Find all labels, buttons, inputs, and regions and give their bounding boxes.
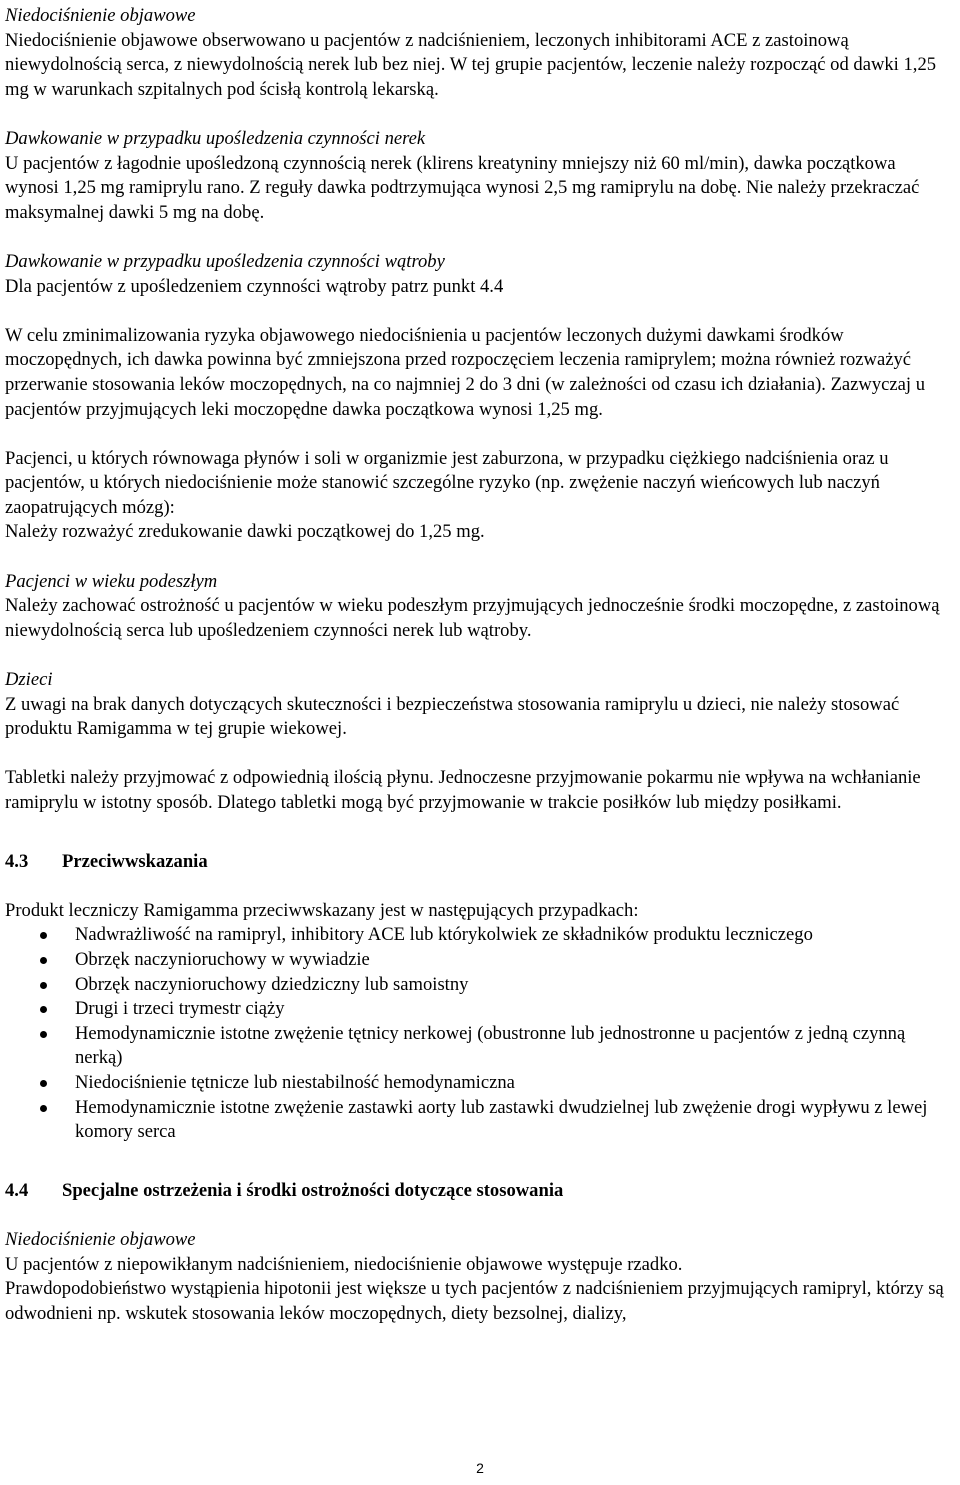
section-number: 4.3 — [5, 850, 29, 872]
list-item — [5, 973, 950, 998]
paragraph-hepatic-dosing: Dla pacjentów z upośledzeniem czynności wątroby patrz punkt 4.4 — [5, 275, 504, 297]
section-number: 4.4 — [5, 1179, 29, 1201]
section-heading-children: Dzieci — [5, 669, 53, 691]
section-title-text: Przeciwwskazania — [62, 850, 208, 872]
list-item-text: Obrzęk naczynioruchowy w wywiadzie — [75, 948, 370, 970]
list-item-text: Nadwrażliwość na ramipryl, inhibitory ACE lub którykolwiek ze składników produktu leczniczego — [75, 924, 813, 946]
contraindications-list — [5, 923, 950, 1144]
section-heading-renal-dosing: Dawkowanie w przypadku upośledzenia czynności nerek — [5, 127, 426, 149]
paragraph-hypotension-warning-2: Prawdopodobieństwo wystąpienia hipotonii jest większe u tych pacjentów z nadciśnieniem przyjmujących ramipryl, którzy są odwodnieni np. wskutek stosowania leków moczopędnych, diety bezsolnej, dializy, — [5, 1278, 944, 1324]
paragraph-fluid-balance: Pacjenci, u których równowaga płynów i soli w organizmie jest zaburzona, w przypadku ciężkiego nadciśnienia oraz u pacjentów, u których niedociśnienie może stanowić szczególne ryzyko (np. zwężenie naczyń wieńcowych lub naczyń zaopatrujących mózg): — [5, 447, 889, 518]
bullet-icon — [40, 1105, 47, 1112]
list-item — [5, 923, 950, 948]
page-number: 2 — [476, 1460, 484, 1476]
bullet-icon — [40, 1031, 47, 1038]
paragraph-children: Z uwagi na brak danych dotyczących skuteczności i bezpieczeństwa stosowania ramiprylu u dzieci, nie należy stosować produktu Ramigamma w tej grupie wiekowej. — [5, 693, 900, 740]
section-title-4-4 — [5, 1179, 950, 1204]
paragraph-tablet-intake: Tabletki należy przyjmować z odpowiednią ilością płynu. Jednoczesne przyjmowanie pokarmu nie wpływa na wchłanianie ramiprylu w istotny sposób. Dlatego tabletki mogą być przyjmowanie w trakcie posiłków lub między posiłkami. — [5, 767, 921, 813]
document-page — [5, 4, 950, 1326]
bullet-icon — [40, 932, 47, 939]
bullet-icon — [40, 982, 47, 989]
bullet-icon — [40, 1006, 47, 1013]
paragraph-elderly: Należy zachować ostrożność u pacjentów w wieku podeszłym przyjmujących jednocześnie środki moczopędne, z zastoinową niewydolnością serca lub upośledzeniem czynności nerek lub wątroby. — [5, 595, 940, 641]
section-title-text: Specjalne ostrzeżenia i środki ostrożności dotyczące stosowania — [62, 1179, 564, 1201]
paragraph-fluid-balance-dose: Należy rozważyć zredukowanie dawki początkowej do 1,25 mg. — [5, 521, 485, 543]
list-item — [5, 997, 950, 1022]
section-title-4-3 — [5, 850, 950, 875]
paragraph-hypotension-warning-1: U pacjentów z niepowikłanym nadciśnieniem, niedociśnienie objawowe występuje rzadko. — [5, 1253, 683, 1275]
section-heading-elderly: Pacjenci w wieku podeszłym — [5, 570, 218, 592]
section-heading-hepatic-dosing: Dawkowanie w przypadku upośledzenia czynności wątroby — [5, 250, 445, 272]
bullet-icon — [40, 1080, 47, 1087]
paragraph-symptomatic-hypotension: Niedociśnienie objawowe obserwowano u pacjentów z nadciśnieniem, leczonych inhibitorami ACE z zastoinową niewydolnością serca, z niewydolnością nerek lub bez niej. W tej grupie pacjentów, leczenie należy rozpocząć od dawki 1,25 mg w warunkach szpitalnych pod ścisłą kontrolą lekarską. — [5, 29, 937, 100]
list-item-text: Hemodynamicznie istotne zwężenie tętnicy nerkowej (obustronne lub jednostronne u pacjentów z jedną czynną nerką) — [75, 1022, 906, 1069]
bullet-icon — [40, 957, 47, 964]
section-heading-symptomatic-hypotension: Niedociśnienie objawowe — [5, 5, 196, 26]
list-item-text: Niedociśnienie tętnicze lub niestabilność hemodynamiczna — [75, 1071, 515, 1093]
list-item — [5, 1022, 950, 1071]
contraindications-intro: Produkt leczniczy Ramigamma przeciwwskazany jest w następujących przypadkach: — [5, 899, 639, 921]
list-item — [5, 1071, 950, 1096]
paragraph-diuretics: W celu zminimalizowania ryzyka objawowego niedociśnienia u pacjentów leczonych dużymi dawkami środków moczopędnych, ich dawka powinna być zmniejszona przed rozpoczęciem leczenia ramiprylem; można również rozważyć przerwanie stosowania leków moczopędnych, na co najmniej 2 do 3 dni (w zależności od czasu ich działania). Zazwyczaj u pacjentów przyjmujących leki moczopędne dawka początkowa wynosi 1,25 mg. — [5, 324, 926, 420]
section-heading-hypotension-warning: Niedociśnienie objawowe — [5, 1228, 196, 1250]
list-item-text: Hemodynamicznie istotne zwężenie zastawki aorty lub zastawki dwudzielnej lub zwężenie drogi wypływu z lewej komory serca — [75, 1096, 928, 1143]
list-item — [5, 1096, 950, 1145]
list-item-text: Drugi i trzeci trymestr ciąży — [75, 998, 285, 1020]
list-item-text: Obrzęk naczynioruchowy dziedziczny lub samoistny — [75, 973, 469, 995]
list-item — [5, 948, 950, 973]
paragraph-renal-dosing: U pacjentów z łagodnie upośledzoną czynnością nerek (klirens kreatyniny mniejszy niż 60 ml/min), dawka początkowa wynosi 1,25 mg ramiprylu rano. Z reguły dawka podtrzymująca wynosi 2,5 mg ramiprylu na dobę. Nie należy przekraczać maksymalnej dawki 5 mg na dobę. — [5, 152, 920, 223]
